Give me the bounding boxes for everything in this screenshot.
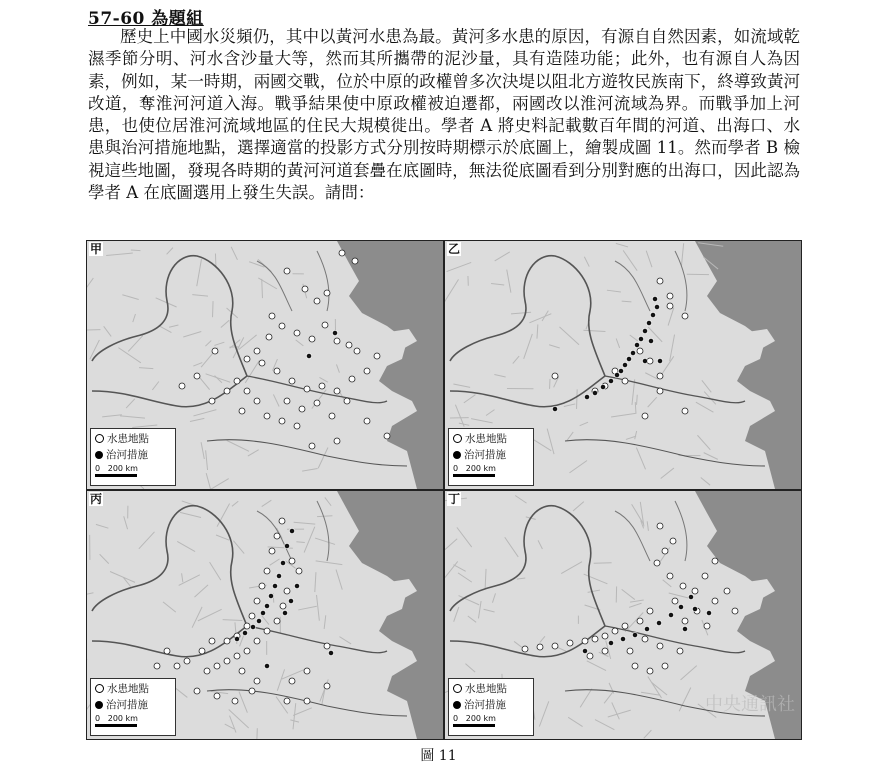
map-panel-jia: [87, 241, 443, 489]
panel-label: 丁: [448, 492, 461, 506]
control-site: [678, 604, 683, 609]
flood-site: [249, 613, 255, 619]
flood-site: [254, 398, 260, 404]
figure-caption: 圖 11: [420, 748, 457, 764]
flood-site: [344, 398, 350, 404]
flood-site: [209, 398, 215, 404]
scale-line: [453, 724, 495, 727]
flood-site: [552, 643, 558, 649]
scale-text: 200 km: [107, 464, 138, 473]
open-circle-icon: [95, 434, 104, 443]
panel-label: 甲: [90, 242, 103, 256]
flood-site: [266, 334, 272, 340]
flood-site: [214, 663, 220, 669]
flood-site: [244, 623, 250, 629]
flood-site: [552, 373, 558, 379]
control-site: [650, 312, 655, 317]
control-site: [268, 593, 273, 598]
flood-site: [274, 368, 280, 374]
scale-bar: [95, 464, 138, 477]
flood-site: [244, 648, 250, 654]
flood-site: [712, 598, 718, 604]
filled-circle-icon: [453, 451, 461, 459]
map-legend: [448, 678, 534, 736]
scale-text: 200 km: [107, 714, 138, 723]
flood-site: [254, 638, 260, 644]
legend-flood: [453, 682, 507, 696]
scale-bar: [453, 714, 496, 727]
flood-site: [284, 588, 290, 594]
control-site: [608, 378, 613, 383]
map-legend: [90, 678, 176, 736]
flood-site: [374, 353, 380, 359]
flood-site: [667, 293, 673, 299]
watermark-logo: 中央通訊社: [705, 694, 795, 715]
terrain-line: [131, 250, 141, 251]
legend-control-label: 治河措施: [106, 699, 148, 711]
flood-site: [280, 603, 286, 609]
flood-site: [214, 693, 220, 699]
control-site: [642, 358, 647, 363]
flood-site: [582, 638, 588, 644]
legend-control-label: 治河措施: [464, 449, 506, 461]
flood-site: [567, 640, 573, 646]
flood-site: [304, 698, 310, 704]
filled-circle-icon: [95, 701, 103, 709]
legend-flood: [95, 682, 149, 696]
flood-site: [284, 268, 290, 274]
flood-site: [212, 348, 218, 354]
flood-site: [239, 668, 245, 674]
flood-site: [329, 413, 335, 419]
legend-control: [95, 698, 148, 712]
legend-flood-label: 水患地點: [107, 683, 149, 695]
flood-site: [657, 373, 663, 379]
control-site: [234, 636, 239, 641]
flood-site: [602, 648, 608, 654]
scale-zero: 0: [95, 714, 101, 723]
flood-site: [364, 368, 370, 374]
flood-site: [642, 636, 648, 642]
flood-site: [324, 683, 330, 689]
control-site: [642, 328, 647, 333]
control-site: [552, 406, 557, 411]
flood-site: [314, 298, 320, 304]
flood-site: [537, 644, 543, 650]
flood-site: [302, 286, 308, 292]
control-site: [682, 626, 687, 631]
control-site: [657, 358, 662, 363]
legend-control: [95, 448, 148, 462]
control-site: [630, 350, 635, 355]
control-site: [276, 573, 281, 578]
legend-flood-label: 水患地點: [465, 683, 507, 695]
terrain-line: [213, 301, 214, 317]
flood-site: [224, 388, 230, 394]
open-circle-icon: [95, 684, 104, 693]
control-site: [688, 594, 693, 599]
flood-site: [334, 338, 340, 344]
flood-site: [294, 423, 300, 429]
flood-site: [732, 608, 738, 614]
flood-site: [299, 406, 305, 412]
flood-site: [224, 638, 230, 644]
control-site: [264, 603, 269, 608]
flood-site: [349, 376, 355, 382]
flood-site: [637, 348, 643, 354]
flood-site: [284, 698, 290, 704]
flood-site: [592, 636, 598, 642]
flood-site: [647, 608, 653, 614]
map-legend: [90, 428, 176, 486]
terrain-line: [87, 330, 100, 331]
flood-site: [657, 388, 663, 394]
flood-site: [712, 558, 718, 564]
flood-site: [667, 303, 673, 309]
flood-site: [239, 408, 245, 414]
flood-site: [662, 548, 668, 554]
flood-site: [254, 678, 260, 684]
figure-11: [86, 240, 802, 740]
terrain-line: [637, 395, 638, 405]
control-site: [652, 296, 657, 301]
question-passage: [88, 26, 800, 204]
control-site: [618, 368, 623, 373]
passage-text: 歷史上中國水災頻仍，其中以黃河水患為最。黃河多水患的原因，有源自自然因素，如流域乾濕季節分明、河水含沙量大等，然而其所攜帶的泥沙量，具有造陸功能；此外，也有源自人為因素，例如，某一時期，兩國交戰，位於中原的政權曾多次決堤以阻北方遊牧民族南下，終導致黃河改道，奪淮河河道入海。戰爭結果使中原政權被迫遷都，兩國改以淮河流域為界。而戰爭加上河患，也使位居淮河流域地區的住民大規模徙出。學者 A 將史料記載數百年間的河道、出海口、水患與治河措施地點，選擇適當的投影方式分別按時期標示於底圖上，繪製成圖 11。然而學者 B 檢視這些地圖，發現各時期的黃河河道套疊在底圖時，無法從底圖看到分別對應的出海口，因此認為學者 A 在底圖選用上發生失誤。請問：: [88, 27, 800, 203]
flood-site: [324, 643, 330, 649]
flood-site: [274, 618, 280, 624]
control-site: [264, 663, 269, 668]
flood-site: [647, 358, 653, 364]
flood-site: [269, 548, 275, 554]
flood-site: [637, 618, 643, 624]
flood-site: [284, 398, 290, 404]
flood-site: [334, 438, 340, 444]
flood-site: [702, 573, 708, 579]
control-site: [306, 353, 311, 358]
scale-bar: [95, 714, 138, 727]
flood-site: [682, 313, 688, 319]
filled-circle-icon: [95, 451, 103, 459]
control-site: [328, 650, 333, 655]
terrain-line: [577, 389, 578, 409]
flood-site: [612, 628, 618, 634]
open-circle-icon: [453, 684, 462, 693]
flood-site: [667, 573, 673, 579]
control-site: [632, 632, 637, 637]
flood-site: [364, 418, 370, 424]
flood-site: [657, 278, 663, 284]
flood-site: [304, 668, 310, 674]
flood-site: [194, 688, 200, 694]
flood-site: [346, 342, 352, 348]
flood-site: [309, 336, 315, 342]
control-site: [626, 356, 631, 361]
control-site: [620, 636, 625, 641]
scale-line: [95, 724, 137, 727]
control-site: [654, 304, 659, 309]
flood-site: [657, 643, 663, 649]
flood-site: [289, 558, 295, 564]
control-site: [288, 598, 293, 603]
flood-site: [259, 360, 265, 366]
control-site: [280, 560, 285, 565]
flood-site: [314, 400, 320, 406]
terrain-line: [635, 402, 636, 414]
legend-flood: [95, 432, 149, 446]
panel-label: 丙: [90, 492, 103, 506]
control-site: [294, 583, 299, 588]
flood-site: [704, 623, 710, 629]
legend-control-label: 治河措施: [106, 449, 148, 461]
flood-site: [154, 663, 160, 669]
scale-line: [453, 474, 495, 477]
flood-site: [319, 383, 325, 389]
control-site: [634, 342, 639, 347]
control-site: [622, 362, 627, 367]
flood-site: [249, 688, 255, 694]
flood-site: [289, 378, 295, 384]
control-site: [648, 338, 653, 343]
legend-control: [453, 448, 506, 462]
scale-zero: 0: [453, 714, 459, 723]
flood-site: [627, 648, 633, 654]
scale-zero: 0: [453, 464, 459, 473]
control-site: [282, 610, 287, 615]
flood-site: [184, 658, 190, 664]
control-site: [260, 610, 265, 615]
filled-circle-icon: [453, 701, 461, 709]
panel-label: 乙: [448, 242, 461, 256]
flood-site: [254, 598, 260, 604]
flood-site: [179, 383, 185, 389]
flood-site: [294, 330, 300, 336]
control-site: [614, 372, 619, 377]
scale-text: 200 km: [465, 464, 496, 473]
map-panel-bing: [87, 491, 443, 739]
flood-site: [334, 388, 340, 394]
flood-site: [234, 653, 240, 659]
control-site: [692, 606, 697, 611]
flood-site: [254, 348, 260, 354]
flood-site: [677, 648, 683, 654]
flood-site: [264, 413, 270, 419]
flood-site: [264, 568, 270, 574]
control-site: [289, 528, 294, 533]
control-site: [284, 543, 289, 548]
scale-line: [95, 474, 137, 477]
legend-flood-label: 水患地點: [465, 433, 507, 445]
flood-site: [622, 378, 628, 384]
flood-site: [259, 583, 265, 589]
flood-site: [324, 290, 330, 296]
question-heading: 57-60 為題組: [88, 9, 204, 29]
flood-site: [384, 433, 390, 439]
flood-site: [244, 356, 250, 362]
control-site: [332, 330, 337, 335]
flood-site: [279, 518, 285, 524]
flood-site: [309, 443, 315, 449]
control-site: [256, 618, 261, 623]
flood-site: [199, 648, 205, 654]
flood-site: [670, 538, 676, 544]
map-panel-yi: [445, 241, 801, 489]
open-circle-icon: [453, 434, 462, 443]
control-site: [600, 384, 605, 389]
flood-site: [322, 322, 328, 328]
control-site: [608, 640, 613, 645]
flood-site: [647, 668, 653, 674]
flood-site: [602, 633, 608, 639]
control-site: [584, 394, 589, 399]
control-site: [592, 390, 597, 395]
control-site: [656, 620, 661, 625]
flood-site: [522, 646, 528, 652]
legend-flood: [453, 432, 507, 446]
flood-site: [289, 678, 295, 684]
control-site: [272, 583, 277, 588]
flood-site: [682, 618, 688, 624]
flood-site: [204, 668, 210, 674]
control-site: [250, 624, 255, 629]
scale-zero: 0: [95, 464, 101, 473]
control-site: [646, 320, 651, 325]
flood-site: [662, 663, 668, 669]
flood-site: [224, 658, 230, 664]
control-site: [242, 630, 247, 635]
control-site: [668, 612, 673, 617]
flood-site: [279, 418, 285, 424]
flood-site: [244, 388, 250, 394]
control-site: [644, 626, 649, 631]
flood-site: [692, 588, 698, 594]
flood-site: [296, 568, 302, 574]
flood-site: [632, 663, 638, 669]
flood-site: [234, 378, 240, 384]
flood-site: [279, 323, 285, 329]
flood-site: [657, 523, 663, 529]
flood-site: [672, 598, 678, 604]
flood-site: [680, 583, 686, 589]
control-site: [582, 648, 587, 653]
flood-site: [264, 628, 270, 634]
flood-site: [642, 413, 648, 419]
flood-site: [587, 653, 593, 659]
scale-bar: [453, 464, 496, 477]
flood-site: [682, 408, 688, 414]
flood-site: [354, 348, 360, 354]
flood-site: [339, 250, 345, 256]
control-site: [638, 336, 643, 341]
legend-control: [453, 698, 506, 712]
flood-site: [174, 663, 180, 669]
scale-text: 200 km: [465, 714, 496, 723]
flood-site: [209, 638, 215, 644]
flood-site: [274, 533, 280, 539]
flood-site: [304, 386, 310, 392]
flood-site: [194, 373, 200, 379]
terrain-line: [257, 728, 258, 739]
flood-site: [724, 588, 730, 594]
flood-site: [232, 698, 238, 704]
legend-flood-label: 水患地點: [107, 433, 149, 445]
flood-site: [352, 258, 358, 264]
map-legend: [448, 428, 534, 486]
flood-site: [654, 560, 660, 566]
flood-site: [269, 313, 275, 319]
control-site: [706, 610, 711, 615]
legend-control-label: 治河措施: [464, 699, 506, 711]
flood-site: [164, 648, 170, 654]
flood-site: [622, 623, 628, 629]
